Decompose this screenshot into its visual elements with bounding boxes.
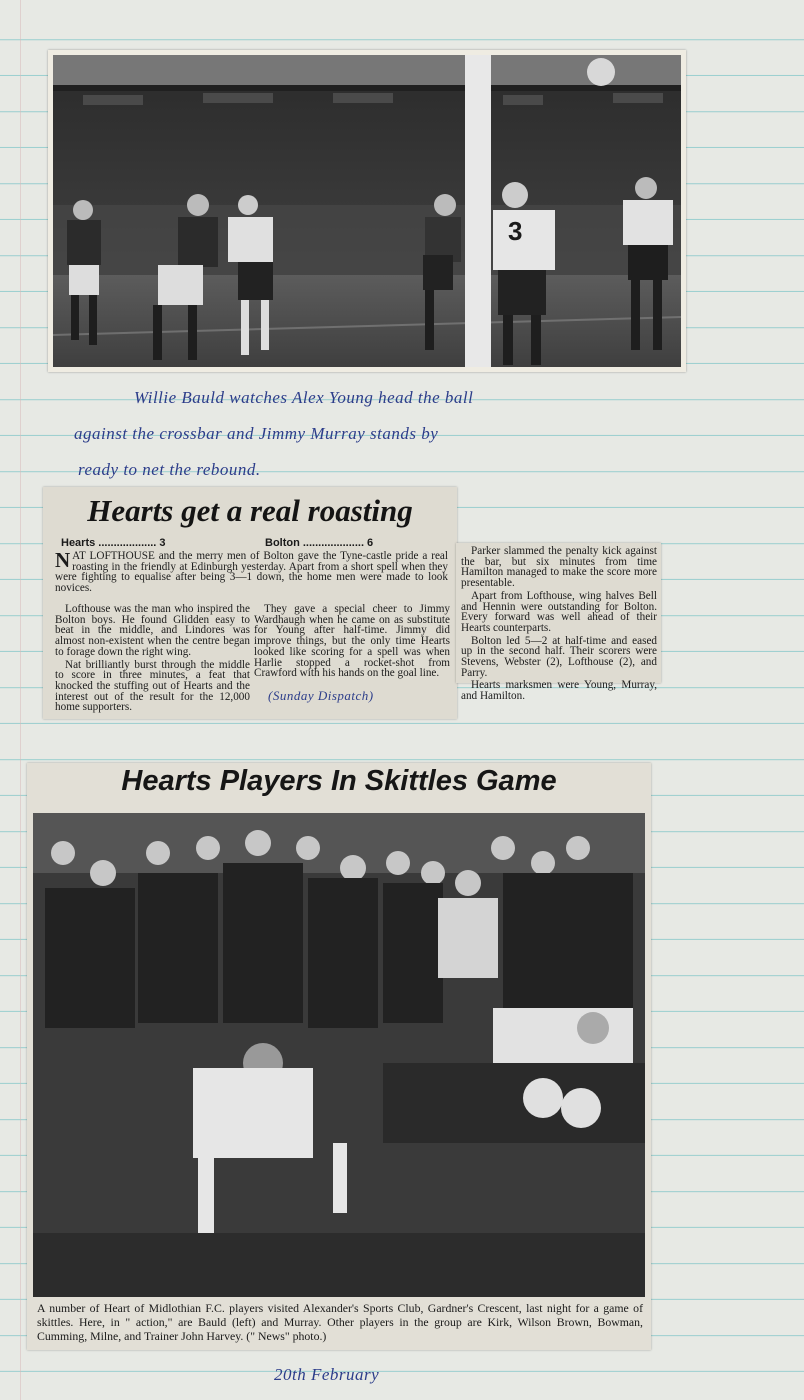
article-headline: Hearts get a real roasting <box>87 493 413 528</box>
article-column-2 <box>254 604 450 681</box>
photo-caption-line2: against the crossbar and Jimmy Murray stands by <box>74 424 439 443</box>
photo-caption-line3: ready to net the rebound. <box>78 460 261 479</box>
source-note: (Sunday Dispatch) <box>268 688 374 703</box>
paragraph: Apart from Lofthouse, wing halves Bell and Hennin were outstanding for Bolton. Every forward was well ahead of their Hearts counterparts. <box>461 589 657 634</box>
paragraph: Hearts marksmen were Young, Murray, and Hamilton. <box>461 679 657 703</box>
article-continuation <box>456 543 661 703</box>
photo-caption-line1: Willie Bauld watches Alex Young head the ball <box>134 388 474 407</box>
score-home: Hearts ................... 3 <box>61 537 166 549</box>
paragraph: They gave a special cheer to Jimmy Wardhaugh when he came on as substitute for Young after half-time. Jimmy did improve things, but the only time Hearts looked like scoring for a spell was when Harlie stopped a rocket-shot from Crawford with his hands on the goal line. <box>254 603 450 680</box>
lead-paragraph: AT LOFTHOUSE and the merry men of Bolton gave the Tyne-castle pride a real roasting in the friendly at Edinburgh yesterday. Apart from a short spell when they were fighting to equalise after being 3—1 down, the home men were made to look novices. <box>55 550 448 595</box>
photo-caption: A number of Heart of Midlothian F.C. players visited Alexander's Sports Club, Gardner's Crescent, last night for a game of skittles. Here, in " action," are Bauld (left) and Murray. Other players in the group are Kirk, Wilson Brown, Bowman, Cumming, Milne, and Trainer John Harvey. (" News" photo.) <box>37 1301 643 1343</box>
paragraph: Parker slammed the penalty kick against the bar, but six minutes from time Hamilton managed to make the score more presentable. <box>461 545 657 590</box>
paragraph: Lofthouse was the man who inspired the Bolton boys. He found Glidden easy to beat in the middle, and Lindores was almost non-existent when the centre began to forage down the right wing. <box>55 603 250 658</box>
paragraph: Bolton led 5—2 at half-time and eased up in the second half. Their scorers were Stevens, Webster (2), Lofthouse (2), and Parry. <box>461 634 657 679</box>
skittles-photo-image <box>33 813 645 1297</box>
article-hearts-roasting <box>43 487 457 719</box>
paragraph: Nat brilliantly burst through the middle to score in three minutes, a feat that knocked the stuffing out of Hearts and the interest out of the result for the 12,000 home supporters. <box>55 658 250 714</box>
date-note: 20th February <box>274 1365 380 1384</box>
article-column-1 <box>55 604 250 715</box>
football-photo-image <box>53 55 681 367</box>
football-photo <box>48 50 686 372</box>
article-skittles <box>27 763 651 1350</box>
score-away: Bolton .................... 6 <box>265 537 374 549</box>
article-headline: Hearts Players In Skittles Game <box>121 765 557 797</box>
dropcap: N <box>55 548 71 572</box>
margin-line <box>20 0 21 1400</box>
article-lead <box>55 548 448 595</box>
article-column-3 <box>461 546 657 704</box>
shirt-number: 3 <box>508 216 523 246</box>
